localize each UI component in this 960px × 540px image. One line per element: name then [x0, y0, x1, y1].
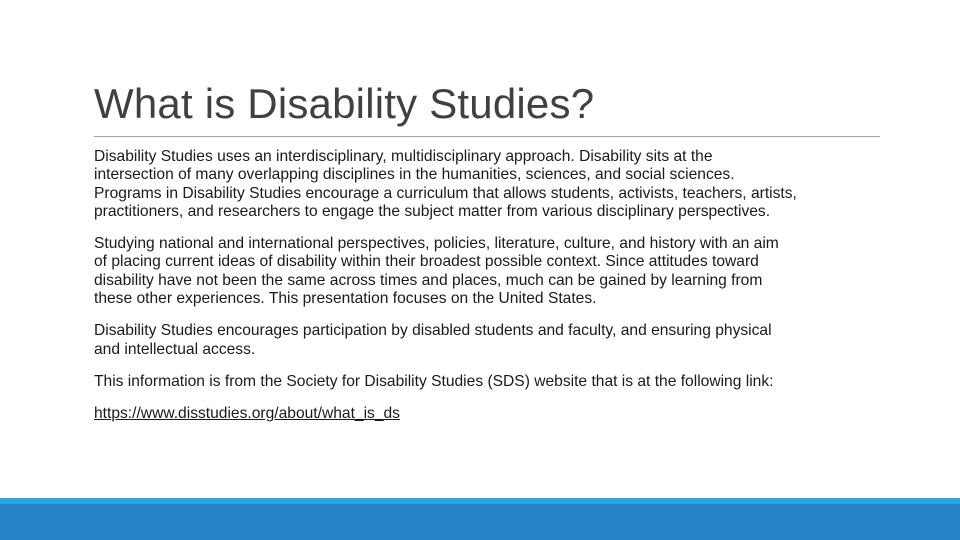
text-line: Studying national and international perspectives, policies, literature, culture, and history with an aim — [94, 235, 779, 253]
slide-title: What is Disability Studies? — [94, 80, 595, 127]
paragraph-intro — [94, 148, 894, 221]
text-line: Programs in Disability Studies encourage a curriculum that allows students, activists, teachers, artists, — [94, 184, 797, 202]
text-line: of placing current ideas of disability within their broadest possible context. Since attitudes toward — [94, 253, 759, 271]
text-line: Disability Studies encourages participation by disabled students and faculty, and ensuring physical — [94, 322, 772, 340]
slide-body — [94, 148, 894, 423]
text-line: practitioners, and researchers to engage the subject matter from various disciplinary perspectives. — [94, 202, 771, 220]
text-line: This information is from the Society for Disability Studies (SDS) website that is at the following link: — [94, 372, 774, 390]
text-line: these other experiences. This presentation focuses on the United States. — [94, 290, 597, 308]
text-line: disability have not been the same across times and places, much can be gained by learning from — [94, 271, 763, 289]
paragraph-participation — [94, 322, 894, 359]
text-line: Disability Studies uses an interdisciplinary, multidisciplinary approach. Disability sits at the — [94, 148, 713, 165]
title-divider — [94, 136, 880, 137]
paragraph-source — [94, 373, 894, 391]
paragraph-perspectives — [94, 235, 894, 308]
source-link[interactable]: https://www.disstudies.org/about/what_is_ds — [94, 405, 400, 423]
text-line: and intellectual access. — [94, 340, 256, 358]
footer-bar — [0, 504, 960, 540]
text-line: intersection of many overlapping disciplines in the humanities, sciences, and social sciences. — [94, 166, 735, 184]
